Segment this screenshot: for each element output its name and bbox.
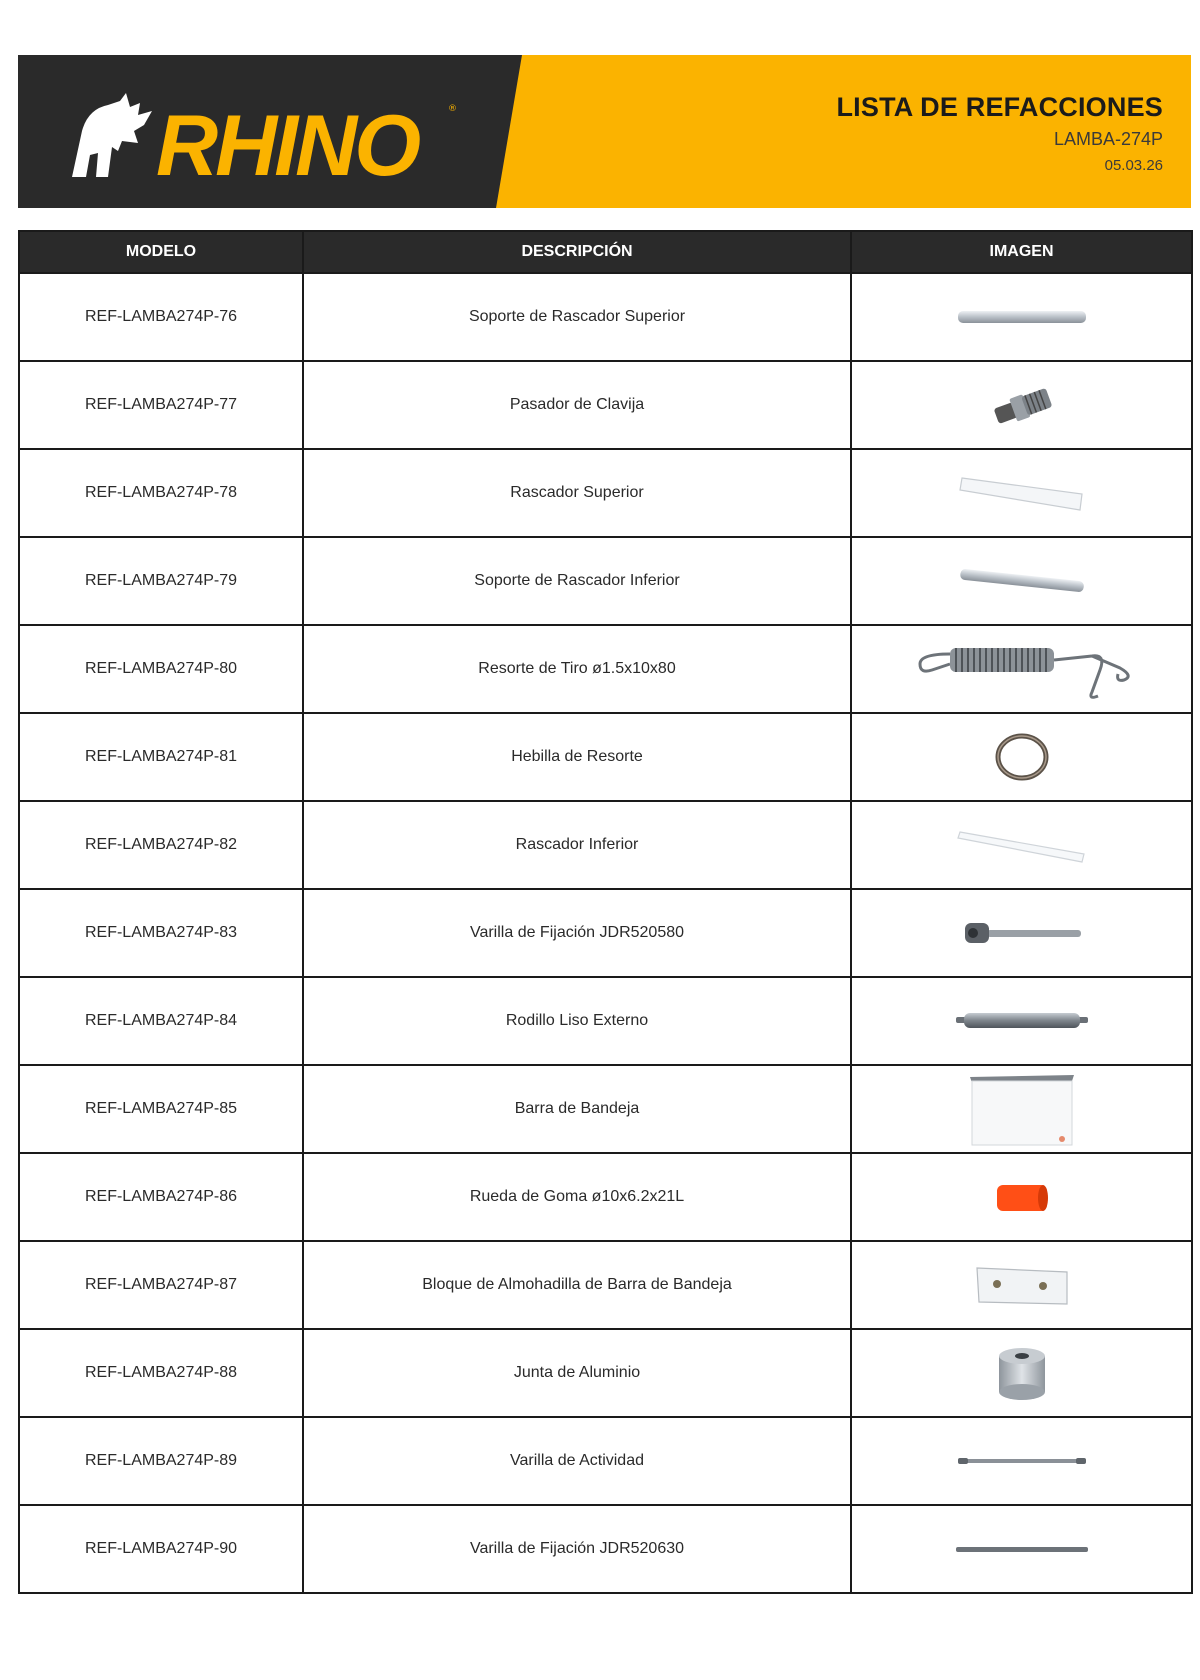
- part-description: Varilla de Fijación JDR520580: [303, 889, 851, 977]
- part-model: REF-LAMBA274P-82: [19, 801, 303, 889]
- part-image: [851, 1153, 1192, 1241]
- header-banner: [18, 55, 1191, 208]
- part-description: Resorte de Tiro ø1.5x10x80: [303, 625, 851, 713]
- clear-scraper-icon: [952, 468, 1092, 518]
- part-image: [851, 889, 1192, 977]
- silver-rod-angled-icon: [952, 561, 1092, 601]
- part-image: [851, 273, 1192, 361]
- roller-icon: [952, 1006, 1092, 1036]
- part-model: REF-LAMBA274P-86: [19, 1153, 303, 1241]
- part-image: [851, 1065, 1192, 1153]
- part-model: REF-LAMBA274P-79: [19, 537, 303, 625]
- table-row: [19, 1153, 1192, 1241]
- tray-panel-icon: [962, 1069, 1082, 1149]
- document-date: 05.03.26: [1104, 157, 1163, 174]
- part-model: REF-LAMBA274P-78: [19, 449, 303, 537]
- part-image: [851, 801, 1192, 889]
- pad-block-icon: [967, 1260, 1077, 1310]
- table-row: [19, 713, 1192, 801]
- parts-table: [18, 230, 1193, 1594]
- part-model: REF-LAMBA274P-89: [19, 1417, 303, 1505]
- part-image: [851, 625, 1192, 713]
- part-image: [851, 361, 1192, 449]
- part-description: Pasador de Clavija: [303, 361, 851, 449]
- table-row: [19, 801, 1192, 889]
- part-description: Rueda de Goma ø10x6.2x21L: [303, 1153, 851, 1241]
- part-image: [851, 537, 1192, 625]
- part-model: REF-LAMBA274P-85: [19, 1065, 303, 1153]
- table-row: [19, 449, 1192, 537]
- document-model: LAMBA-274P: [1053, 129, 1163, 149]
- part-image: [851, 1505, 1192, 1593]
- column-header-model: MODELO: [19, 231, 303, 273]
- part-description: Soporte de Rascador Superior: [303, 273, 851, 361]
- part-description: Bloque de Almohadilla de Barra de Bandeja: [303, 1241, 851, 1329]
- table-row: [19, 977, 1192, 1065]
- threaded-pin-icon: [972, 377, 1072, 433]
- part-description: Varilla de Fijación JDR520630: [303, 1505, 851, 1593]
- column-header-image: IMAGEN: [851, 231, 1192, 273]
- title-block: [836, 91, 1163, 177]
- part-model: REF-LAMBA274P-87: [19, 1241, 303, 1329]
- thin-rod-long-icon: [952, 1539, 1092, 1559]
- part-description: Rascador Inferior: [303, 801, 851, 889]
- table-row: [19, 1065, 1192, 1153]
- table-row: [19, 537, 1192, 625]
- clear-scraper-thin-icon: [952, 820, 1092, 870]
- rhino-head-icon: [72, 93, 152, 177]
- svg-text:®: ®: [448, 104, 457, 114]
- table-row: [19, 361, 1192, 449]
- part-model: REF-LAMBA274P-81: [19, 713, 303, 801]
- table-row: [19, 273, 1192, 361]
- part-model: REF-LAMBA274P-90: [19, 1505, 303, 1593]
- part-description: Rascador Superior: [303, 449, 851, 537]
- column-header-description: DESCRIPCIÓN: [303, 231, 851, 273]
- document-title: LISTA DE REFACCIONES: [836, 92, 1163, 122]
- part-description: Junta de Aluminio: [303, 1329, 851, 1417]
- part-model: REF-LAMBA274P-88: [19, 1329, 303, 1417]
- part-image: [851, 449, 1192, 537]
- aluminum-joint-icon: [987, 1338, 1057, 1408]
- part-description: Hebilla de Resorte: [303, 713, 851, 801]
- table-row: [19, 1417, 1192, 1505]
- part-description: Barra de Bandeja: [303, 1065, 851, 1153]
- part-image: [851, 713, 1192, 801]
- part-description: Varilla de Actividad: [303, 1417, 851, 1505]
- table-header-row: [19, 231, 1192, 273]
- rhino-logo: [68, 91, 458, 186]
- eye-bolt-rod-icon: [957, 913, 1087, 953]
- silver-rod-icon: [952, 302, 1092, 332]
- table-row: [19, 889, 1192, 977]
- part-model: REF-LAMBA274P-80: [19, 625, 303, 713]
- table-row: [19, 1505, 1192, 1593]
- part-image: [851, 1329, 1192, 1417]
- part-description: Soporte de Rascador Inferior: [303, 537, 851, 625]
- svg-text:RHINO: RHINO: [156, 98, 419, 186]
- table-row: [19, 1329, 1192, 1417]
- tension-spring-icon: [902, 634, 1142, 704]
- thin-rod-icon: [952, 1451, 1092, 1471]
- part-model: REF-LAMBA274P-84: [19, 977, 303, 1065]
- part-model: REF-LAMBA274P-83: [19, 889, 303, 977]
- part-model: REF-LAMBA274P-76: [19, 273, 303, 361]
- metal-ring-icon: [987, 727, 1057, 787]
- part-model: REF-LAMBA274P-77: [19, 361, 303, 449]
- part-image: [851, 977, 1192, 1065]
- orange-rubber-wheel-icon: [987, 1177, 1057, 1217]
- table-row: [19, 625, 1192, 713]
- part-image: [851, 1241, 1192, 1329]
- part-description: Rodillo Liso Externo: [303, 977, 851, 1065]
- part-image: [851, 1417, 1192, 1505]
- table-row: [19, 1241, 1192, 1329]
